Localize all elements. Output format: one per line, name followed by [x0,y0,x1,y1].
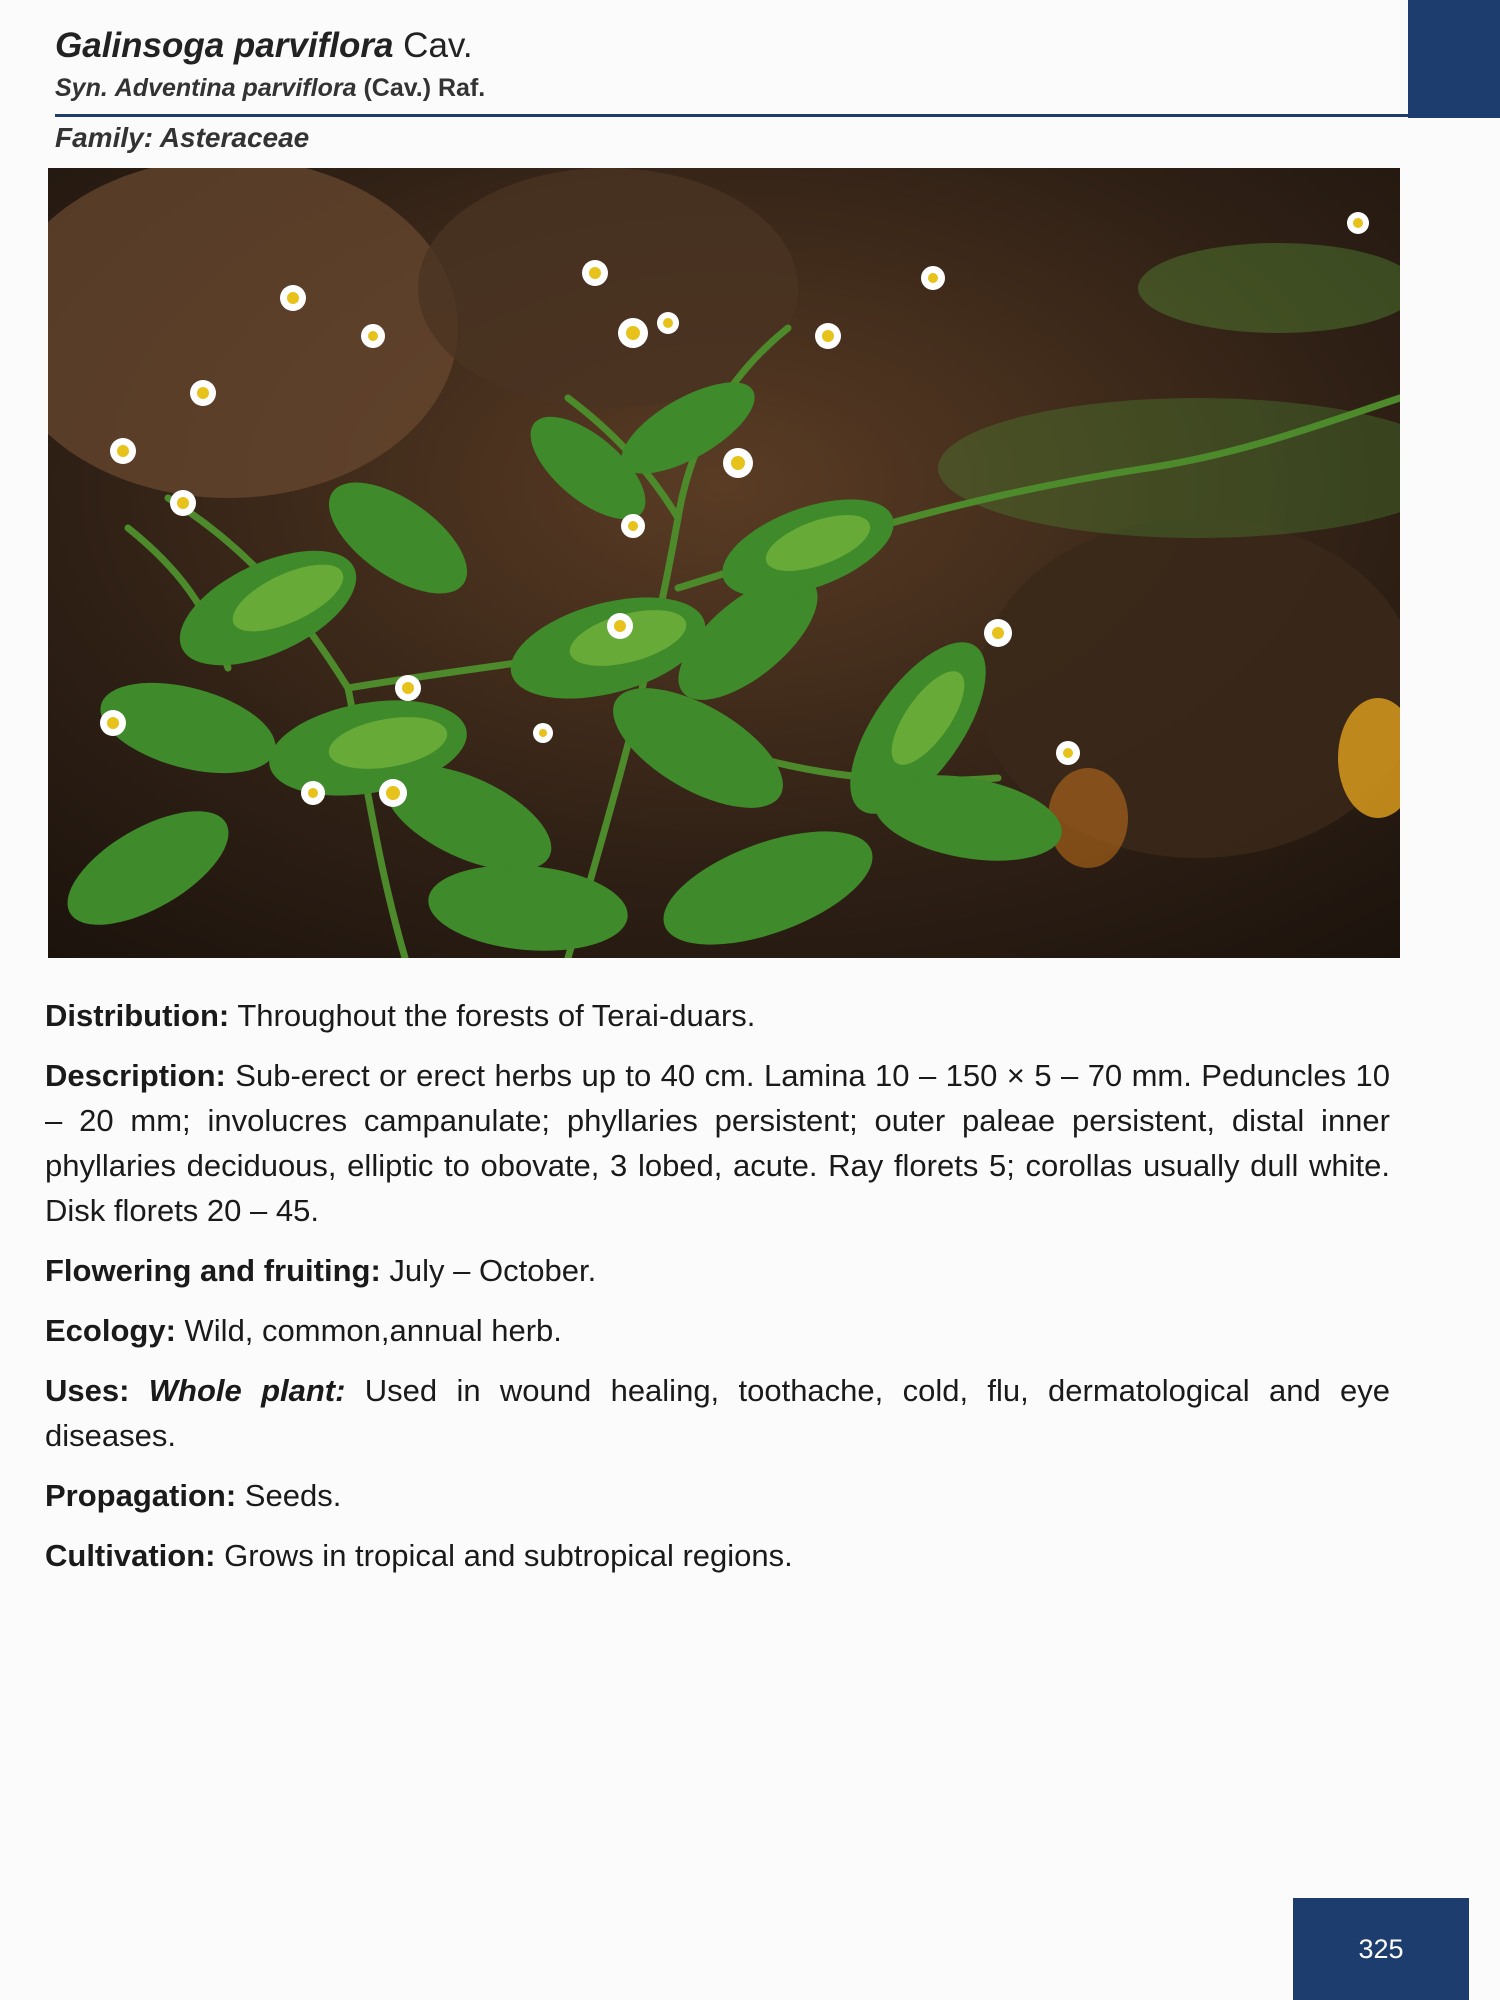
cultivation-label: Cultivation: [45,1538,216,1573]
species-title [55,22,1405,70]
synonym-name: Adventina parviflora [114,74,357,102]
species-description [45,993,1390,1593]
cultivation-text: Grows in tropical and subtropical regions. [224,1538,793,1573]
description-label: Description: [45,1058,226,1093]
distribution-text: Throughout the forests of Terai-duars. [237,998,756,1033]
family-line [55,118,309,158]
uses-text: Used in wound healing, toothache, cold, flu, dermatological and eye diseases. [45,1373,1390,1453]
plant-photo [48,168,1400,958]
family-label: Family: [55,122,154,153]
author: Cav. [403,26,473,65]
propagation-label: Propagation: [45,1478,237,1513]
synonym-line [55,70,1405,106]
flowering-paragraph [45,1248,1390,1293]
plant-photo-illustration [48,168,1400,958]
synonym-prefix: Syn. [55,74,108,102]
ecology-label: Ecology: [45,1313,176,1348]
propagation-paragraph [45,1473,1390,1518]
description-text: Sub-erect or erect herbs up to 40 cm. Lamina 10 – 150 × 5 – 70 mm. Peduncles 10 – 20 mm; involucres campanulate; phyllaries persistent; outer paleae persistent, distal inner phyllaries deciduous, elliptic to obovate, 3 lobed, acute. Ray florets 5; corollas usually dull white. Disk florets 20 – 45. [45,1058,1390,1228]
flowering-text: July – October. [389,1253,597,1288]
distribution-label: Distribution: [45,998,230,1033]
page-number-box [1293,1898,1469,2000]
flowering-label: Flowering and fruiting: [45,1253,381,1288]
corner-tab [1408,0,1500,118]
uses-plant-part: Whole plant: [148,1373,346,1408]
propagation-text: Seeds. [244,1478,342,1513]
description-paragraph [45,1053,1390,1233]
synonym-author: (Cav.) Raf. [363,74,486,102]
cultivation-paragraph [45,1533,1390,1578]
scientific-name: Galinsoga parviflora [55,26,394,65]
species-header [55,22,1405,106]
uses-paragraph [45,1368,1390,1458]
uses-label: Uses: [45,1373,130,1408]
page-number: 325 [1358,1933,1404,1964]
family-name: Asteraceae [159,122,310,153]
header-rule [55,114,1410,117]
ecology-paragraph [45,1308,1390,1353]
ecology-text: Wild, common,annual herb. [184,1313,562,1348]
distribution-paragraph [45,993,1390,1038]
